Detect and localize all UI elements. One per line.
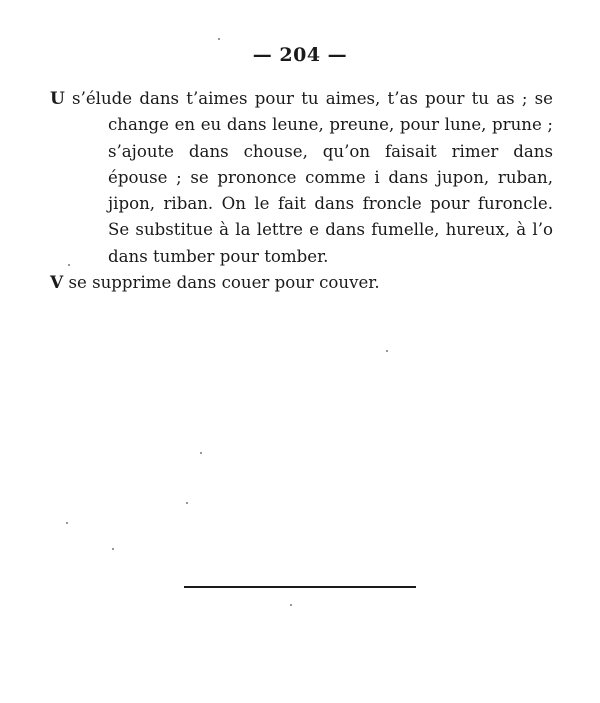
print-speck xyxy=(386,350,388,352)
print-speck xyxy=(200,452,202,454)
glossary-entries xyxy=(50,86,553,296)
entry-u-text: s’élude dans t’aimes pour tu aimes, t’as pour tu as ; se change en eu dans leune, preune, pour lune, prune ; s’ajoute dans chouse, qu’on faisait rimer dans épouse ; se prononce comme i dans jupon, ruban, jipon, riban. On le fait dans froncle pour furoncle. Se substitue à la lettre e dans fumelle, hureux, à l’o dans tumber pour tomber. xyxy=(64,89,553,266)
entry-v xyxy=(50,270,553,296)
entry-u-letter: U xyxy=(50,89,65,109)
print-speck xyxy=(290,604,292,606)
print-speck xyxy=(186,502,188,504)
entry-v-letter: V xyxy=(50,273,64,294)
entry-v-text: se supprime dans couer pour couver. xyxy=(63,273,380,293)
end-rule xyxy=(184,586,416,588)
page-number: — 204 — xyxy=(252,44,348,66)
print-speck xyxy=(66,522,68,524)
print-speck xyxy=(68,264,70,266)
entry-u xyxy=(50,86,553,270)
print-speck xyxy=(112,548,114,550)
print-speck xyxy=(218,38,220,40)
